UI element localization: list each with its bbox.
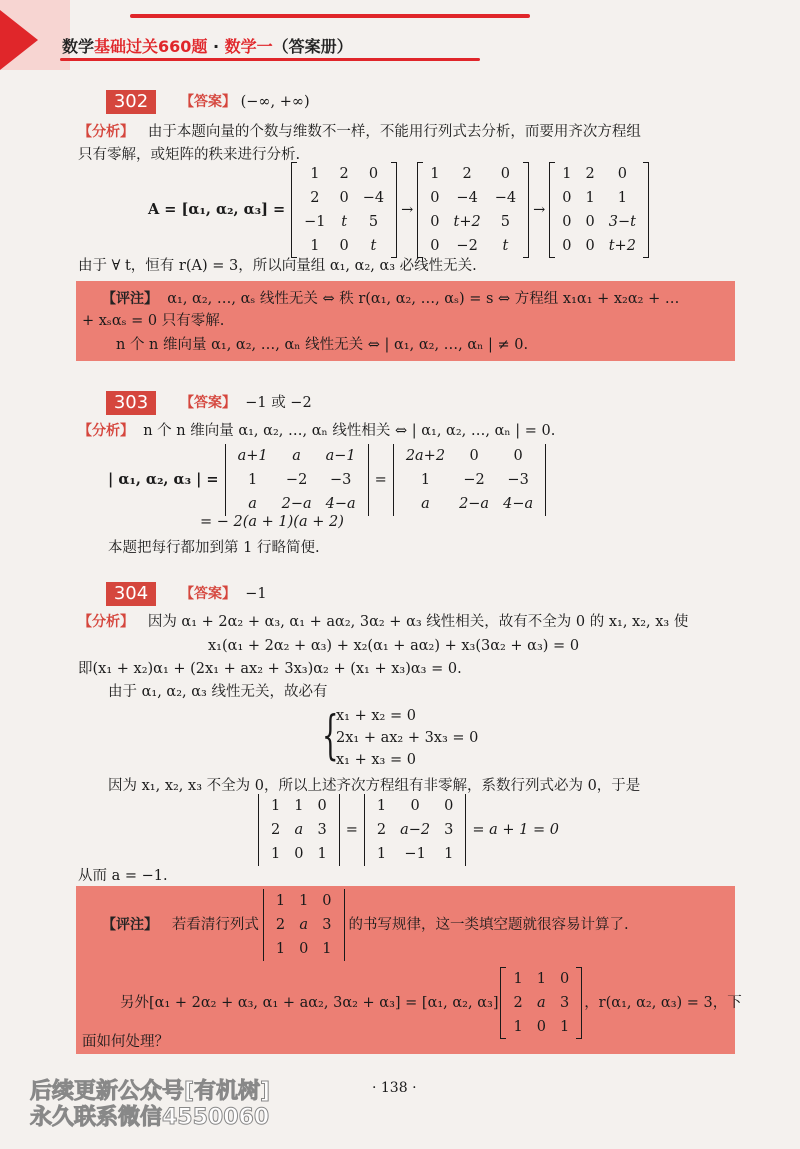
matrix-cell: 2−a (281, 496, 312, 512)
matrix-cell: 0 (430, 238, 440, 254)
matrix-cell: t (370, 238, 377, 254)
matrix-cell: 1 (271, 846, 281, 862)
matrix-m2 (417, 162, 529, 258)
matrix-cell: 1 (513, 1019, 523, 1035)
matrix-cell: 1 (247, 472, 258, 488)
matrix-cell: 1 (271, 798, 281, 814)
determinant-equation: 1 1 0 2 a 3 1 0 1 = 1 0 0 2 a−2 3 1 −1 1 = a + 1 = 0 (258, 796, 559, 864)
matrix-cell: 0 (299, 941, 309, 957)
matrix-cell: 1 (299, 893, 309, 909)
matrix-cell: 0 (368, 166, 379, 182)
matrix-cell: 0 (430, 214, 440, 230)
result-line: = − 2(a + 1)(a + 2) (200, 514, 344, 530)
matrix-cell: 3−t (608, 214, 636, 230)
analysis-line: 【分析】 由于本题向量的个数与维数不一样，不能用行列式去分析，而要用齐次方程组 (78, 124, 641, 140)
matrix-cell: 2a+2 (405, 448, 446, 464)
watermark: 后续更新公众号[有机树] (30, 1079, 271, 1104)
matrix-cell: 1 (275, 893, 286, 909)
equation-line-2: 即(x₁ + x₂)α₁ + (2x₁ + ax₂ + 3x₃)α₂ + (x₁ + x₃)α₃ = 0. (78, 661, 462, 677)
matrix-cell: 1 (513, 971, 523, 987)
determinant-equation: | α₁, α₂, α₃ | = a+1 a a−1 1 −2 −3 a 2−a 4−a = 2a+2 0 0 1 −2 −3 a 2−a 4−a (108, 444, 546, 516)
analysis-line: 【分析】 n 个 n 维向量 α₁, α₂, …, αₙ 线性相关 ⇔ | α₁, α₂, …, αₙ | = 0. (78, 423, 556, 439)
matrix-cell: 0 (585, 238, 595, 254)
determinant-d1 (225, 444, 369, 516)
note-box: 【评注】 若看清行列式 1 1 0 2 a 3 1 0 1 的书写规律，这一类填空题就很容易计算了. 另外[α₁ + 2α₂ + α₃, α₁ + aα₂, 3α₂ + α₃] = [α₁, α₂, α₃] 1 1 0 2 a 3 1 0 1 ，r(α₁, α₂, α₃) = 3，下 面如何处理？ (76, 886, 735, 1054)
matrix-cell: t (502, 238, 509, 254)
equation-line: x₁(α₁ + 2α₂ + α₃) + x₂(α₁ + aα₂) + x₃(3α₂ + α₃) = 0 (208, 638, 580, 654)
answer-line: 【答案】 −1 (180, 586, 267, 602)
matrix-cell: 2 (339, 166, 349, 182)
answer-line: 【答案】 −1 或 −2 (180, 395, 312, 411)
matrix-cell: t (341, 214, 348, 230)
header-rule-bottom (60, 58, 480, 61)
matrix-cell: 1 (317, 846, 327, 862)
matrix-cell: 4−a (503, 496, 534, 512)
matrix-cell: 2 (376, 822, 387, 838)
matrix-m3 (549, 162, 649, 258)
matrix-cell: 0 (322, 893, 332, 909)
matrix-cell: a (421, 496, 430, 512)
matrix-cell: 1 (559, 1019, 570, 1035)
matrix-cell: a−1 (325, 448, 356, 464)
matrix-cell: 0 (430, 190, 440, 206)
matrix-cell: 2−a (459, 496, 490, 512)
matrix-cell: 2 (310, 190, 320, 206)
matrix-cell: 0 (339, 190, 349, 206)
matrix-cell: 1 (275, 941, 286, 957)
matrix-cell: 0 (469, 448, 479, 464)
determinant-d2 (364, 794, 467, 866)
matrix-cell: a (299, 917, 308, 933)
matrix-equation: A = [α₁, α₂, α₃] = 1 2 0 2 0 −4 −1 t 5 1 0 t → 1 2 0 0 −4 −4 0 t+2 5 0 −2 t → 1 2 0 0 1 1 0 0 3−t 0 0 t+2 (148, 168, 649, 252)
matrix-cell: −2 (285, 472, 308, 488)
matrix-cell: 0 (500, 166, 511, 182)
matrix-cell: 1 (617, 190, 627, 206)
matrix-cell: 0 (559, 971, 570, 987)
matrix-cell: 5 (500, 214, 511, 230)
matrix-cell: 1 (430, 166, 440, 182)
page: 数学基础过关660题 · 数学一（答案册） 302 【答案】 (−∞, +∞) 【分析】 由于本题向量的个数与维数不一样，不能用行列式去分析，而要用齐次方程组 只有零解，或矩阵的秩来进行分析. A = [α₁, α₂, α₃] = 1 2 0 2 0 −4 −1 t 5 1 0 t → 1 2 0 0 −4 −4 0 t+2 5 0 −2 t → 1 2 0 0 1 1 0 0 3−t 0 0 t+2 由于 ∀ t，恒有 r(A) = 3，所以向量组 α₁, α₂, α₃ 必线性无关. 【评注】 α₁, α₂, …, αₛ 线性无关 ⇔ 秩 r(α₁, α₂, …, αₛ) = s ⇔ 方程组 x₁α₁ + x₂α₂ + … + xₛαₛ = 0 只有零解. n 个 n 维向量 α₁, α₂, …, αₙ 线性无关 ⇔ | α₁, α₂, …, αₙ | ≠ 0. 303 【答案】 −1 或 −2 【分析】 n 个 n 维向量 α₁, α₂, …, αₙ 线性相关 ⇔ | α₁, α₂, …, αₙ | = 0. | α₁, α₂, α₃ | = a+1 a a−1 1 −2 −3 a 2−a 4−a = 2a+2 0 0 1 −2 −3 a 2−a 4−a = − 2(a + 1)(a + 2) 本题把每行都加到第 1 行略简便. 304 【答案】 −1 【分析】 因为 α₁ + 2α₂ + α₃, α₁ + aα₂, 3α₂ + α₃ 线性相关，故有不全为 0 的 x₁, x₂, x₃ 使 x₁(α₁ + 2α₂ + α₃) + x₂(α₁ + aα₂) + x₃(3α₂ + α₃) = 0 即(x₁ + x₂)α₁ + (2x₁ + ax₂ + 3x₃)α₂ + (x₁ + x₃)α₃ = 0. 由于 α₁, α₂, α₃ 线性无关，故必有 { x₁ + x₂ = 0 2x₁ + ax₂ + 3x₃ = 0 x₁ + x₃ = 0 因为 x₁, x₂, x₃ 不全为 0，所以上述齐次方程组有非零解，系数行列式必为 0，于是 1 1 0 2 a 3 1 0 1 = 1 0 0 2 a−2 3 1 −1 1 = a + 1 = 0 从而 a = −1. 【评注】 若看清行列式 1 1 0 2 a 3 1 0 1 的书写规律，这一类填空题就很容易计算了. 另外[α₁ + 2α₂ + α₃, α₁ + aα₂, 3α₂ + α₃] = [α₁, α₂, α₃] 1 1 0 2 a 3 1 0 1 ，r(α₁, α₂, α₃) = 3，下 面如何处理？ · 138 · 后续更新公众号[有机树] 永久联系微信4550060 (0, 0, 800, 1149)
note-box: 【评注】 α₁, α₂, …, αₛ 线性无关 ⇔ 秩 r(α₁, α₂, …, αₛ) = s ⇔ 方程组 x₁α₁ + x₂α₂ + … + xₛαₛ = 0 只有零解. n 个 n 维向量 α₁, α₂, …, αₙ 线性无关 ⇔ | α₁, α₂, …, αₙ | ≠ 0. (76, 281, 735, 361)
matrix-cell: 1 (444, 846, 454, 862)
matrix-cell: 1 (322, 941, 332, 957)
since-line: 由于 α₁, α₂, α₃ 线性无关，故必有 (108, 684, 328, 700)
matrix-cell: 2 (271, 822, 281, 838)
matrix-cell: 0 (536, 1019, 546, 1035)
note-determinant (263, 889, 345, 961)
question-number: 303 (106, 391, 156, 415)
matrix-cell: −3 (329, 472, 352, 488)
thus-line: 从而 a = −1. (78, 868, 168, 884)
analysis-line: 【分析】 因为 α₁ + 2α₂ + α₃, α₁ + aα₂, 3α₂ + α₃ 线性相关，故有不全为 0 的 x₁, x₂, x₃ 使 (78, 614, 689, 630)
matrix-cell: 4−a (325, 496, 356, 512)
remark-line: 本题把每行都加到第 1 行略简便. (108, 540, 320, 556)
matrix-cell: a−2 (400, 822, 431, 838)
watermark: 永久联系微信4550060 (30, 1105, 270, 1130)
matrix-cell: 1 (536, 971, 546, 987)
matrix-cell: 0 (562, 190, 572, 206)
question-number: 304 (106, 582, 156, 606)
determinant-d1 (258, 794, 340, 866)
matrix-cell: 0 (294, 846, 304, 862)
because-line: 因为 x₁, x₂, x₃ 不全为 0，所以上述齐次方程组有非零解，系数行列式必为 0，于是 (108, 778, 641, 794)
matrix-cell: a (294, 822, 304, 838)
matrix-cell: t+2 (608, 238, 636, 254)
matrix-m1 (291, 162, 397, 258)
matrix-cell: a (248, 496, 257, 512)
matrix-cell: 2 (275, 917, 286, 933)
matrix-cell: 5 (368, 214, 379, 230)
matrix-cell: 3 (444, 822, 454, 838)
matrix-cell: −1 (404, 846, 426, 862)
matrix-cell: 2 (585, 166, 595, 182)
matrix-cell: −3 (507, 472, 529, 488)
matrix-cell: −2 (456, 238, 478, 254)
question-number: 302 (106, 90, 156, 114)
matrix-cell: 0 (339, 238, 349, 254)
conclusion-line: 由于 ∀ t，恒有 r(A) = 3，所以向量组 α₁, α₂, α₃ 必线性无关. (78, 258, 477, 274)
matrix-cell: 0 (617, 166, 627, 182)
matrix-cell: −4 (362, 190, 385, 206)
matrix-cell: 1 (310, 238, 320, 254)
matrix-cell: 1 (420, 472, 431, 488)
matrix-cell: 0 (585, 214, 595, 230)
matrix-cell: 0 (410, 798, 420, 814)
analysis-line-2: 只有零解，或矩阵的秩来进行分析. (78, 147, 301, 163)
matrix-cell: 1 (376, 798, 387, 814)
matrix-cell: a (537, 995, 546, 1011)
matrix-cell: 2 (462, 166, 472, 182)
matrix-cell: 1 (294, 798, 304, 814)
matrix-cell: a (292, 448, 301, 464)
matrix-cell: 3 (559, 995, 570, 1011)
header-title: 数学基础过关660题 · 数学一（答案册） (62, 37, 353, 56)
matrix-cell: 1 (585, 190, 595, 206)
determinant-d2 (393, 444, 546, 516)
brace-icon: { (322, 706, 339, 766)
matrix-cell: −4 (494, 190, 517, 206)
matrix-cell: 0 (317, 798, 327, 814)
matrix-cell: −4 (456, 190, 478, 206)
matrix-cell: 2 (513, 995, 523, 1011)
matrix-cell: 0 (562, 238, 572, 254)
matrix-cell: 1 (376, 846, 387, 862)
page-number: · 138 · (372, 1080, 417, 1096)
matrix-cell: t+2 (453, 214, 481, 230)
matrix-cell: −1 (304, 214, 326, 230)
answer-line: 【答案】 (−∞, +∞) (180, 94, 310, 110)
header-rule-top (130, 14, 530, 18)
matrix-cell: 1 (562, 166, 572, 182)
matrix-cell: −2 (463, 472, 485, 488)
matrix-cell: 3 (322, 917, 332, 933)
note-matrix (500, 967, 582, 1039)
matrix-cell: 0 (444, 798, 454, 814)
matrix-cell: 3 (317, 822, 327, 838)
matrix-cell: 0 (513, 448, 523, 464)
matrix-cell: 1 (310, 166, 320, 182)
matrix-cell: 0 (562, 214, 572, 230)
header-arrow-icon (0, 10, 38, 70)
matrix-cell: a+1 (237, 448, 268, 464)
